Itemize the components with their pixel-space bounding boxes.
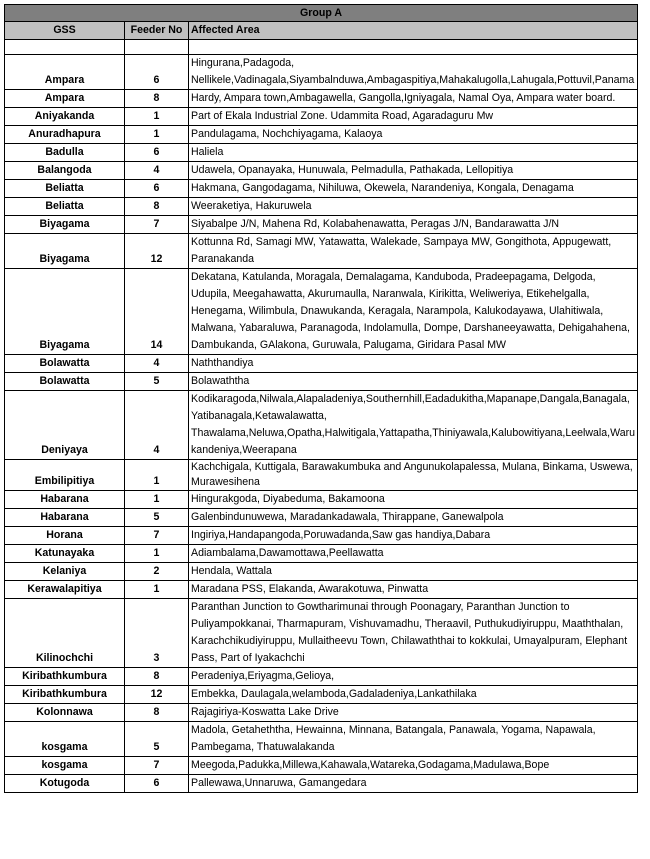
blank-cell bbox=[189, 40, 638, 55]
gss-cell: Deniyaya bbox=[5, 391, 125, 460]
table-row bbox=[5, 686, 638, 704]
affected-area-cell: Paranthan Junction to Gowtharimunai through Poonagary, Paranthan Junction to Puliyampokkanai, Tharmapuram, Vishuvamadhu, Theraavil, Puthukudiyiruppu, Maaththalan, Karachchikudiyiruppu, Mullaitheevu Town, Chilawaththai to kokkulai, Umayalpuram, Elephant Pass, Part of Iyakachchi bbox=[189, 599, 638, 668]
affected-area-cell: Galenbindunuwewa, Maradankadawala, Thirappane, Ganewalpola bbox=[189, 509, 638, 527]
affected-area-cell: Pallewawa,Unnaruwa, Gamangedara bbox=[189, 775, 638, 793]
feeder-cell: 6 bbox=[125, 144, 189, 162]
feeder-cell: 8 bbox=[125, 704, 189, 722]
table-row bbox=[5, 581, 638, 599]
gss-cell: Ampara bbox=[5, 90, 125, 108]
gss-cell: Kolonnawa bbox=[5, 704, 125, 722]
table-row bbox=[5, 198, 638, 216]
affected-area-cell: Hakmana, Gangodagama, Nihiluwa, Okewela, Narandeniya, Kongala, Denagama bbox=[189, 180, 638, 198]
table-row bbox=[5, 722, 638, 757]
feeder-cell: 1 bbox=[125, 491, 189, 509]
title-row bbox=[5, 5, 638, 22]
affected-area-cell: Hingurana,Padagoda, Nellikele,Vadinagala,Siyambalnduwa,Ambagaspitiya,Mahakalugolla,Lahugala,Pottuvil,Panama bbox=[189, 55, 638, 90]
table-row bbox=[5, 527, 638, 545]
gss-cell: kosgama bbox=[5, 722, 125, 757]
feeder-cell: 5 bbox=[125, 509, 189, 527]
table-row bbox=[5, 545, 638, 563]
feeder-cell: 14 bbox=[125, 269, 189, 355]
affected-area-cell: Maradana PSS, Elakanda, Awarakotuwa, Pinwatta bbox=[189, 581, 638, 599]
feeder-cell: 5 bbox=[125, 722, 189, 757]
affected-area-cell: Weeraketiya, Hakuruwela bbox=[189, 198, 638, 216]
table-row bbox=[5, 144, 638, 162]
gss-cell: Bolawatta bbox=[5, 355, 125, 373]
gss-cell: Biyagama bbox=[5, 216, 125, 234]
table-row bbox=[5, 491, 638, 509]
gss-cell: Anuradhapura bbox=[5, 126, 125, 144]
feeder-cell: 1 bbox=[125, 126, 189, 144]
gss-cell: Habarana bbox=[5, 491, 125, 509]
affected-area-cell: Hardy, Ampara town,Ambagawella, Gangolla,Igniyagala, Namal Oya, Ampara water board. bbox=[189, 90, 638, 108]
gss-cell: Bolawatta bbox=[5, 373, 125, 391]
feeder-cell: 8 bbox=[125, 198, 189, 216]
table-row bbox=[5, 668, 638, 686]
affected-area-cell: Adiambalama,Dawamottawa,Peellawatta bbox=[189, 545, 638, 563]
feeder-cell: 6 bbox=[125, 775, 189, 793]
affected-area-cell: Kottunna Rd, Samagi MW, Yatawatta, Walekade, Sampaya MW, Gongithota, Appugewatt, Paranakanda bbox=[189, 234, 638, 269]
gss-cell: Beliatta bbox=[5, 180, 125, 198]
feeder-cell: 4 bbox=[125, 162, 189, 180]
affected-area-cell: Udawela, Opanayaka, Hunuwala, Pelmadulla, Pathakada, Lellopitiya bbox=[189, 162, 638, 180]
gss-cell: Kiribathkumbura bbox=[5, 686, 125, 704]
table-row bbox=[5, 775, 638, 793]
affected-area-cell: Peradeniya,Eriyagma,Gelioya, bbox=[189, 668, 638, 686]
gss-cell: Aniyakanda bbox=[5, 108, 125, 126]
blank-row bbox=[5, 40, 638, 55]
header-feeder: Feeder No bbox=[125, 22, 189, 40]
table-row bbox=[5, 599, 638, 668]
affected-area-cell: Haliela bbox=[189, 144, 638, 162]
table-row bbox=[5, 216, 638, 234]
feeder-cell: 7 bbox=[125, 527, 189, 545]
feeder-cell: 4 bbox=[125, 391, 189, 460]
blank-cell bbox=[5, 40, 125, 55]
feeder-cell: 2 bbox=[125, 563, 189, 581]
table-row bbox=[5, 704, 638, 722]
affected-area-cell: Dekatana, Katulanda, Moragala, Demalagama, Kanduboda, Pradeepagama, Delgoda, Udupila, Meegahawatta, Akurumaulla, Naranwala, Kirikitta, Weliweriya, Etikehelgalla, Henegama, Wilimbula, Dnawukanda, Keragala, Narampola, Kalukodayawa, Ulahitiwala, Malwana, Yabaraluwa, Paranagoda, Indolamulla, Dompe, Darshaneeyawatta, Dehigahahena, Dambukanda, GAlakona, Guruwala, Palugama, Giridara Pasal MW bbox=[189, 269, 638, 355]
table-row bbox=[5, 108, 638, 126]
feeder-cell: 8 bbox=[125, 668, 189, 686]
affected-area-cell: Rajagiriya-Koswatta Lake Drive bbox=[189, 704, 638, 722]
group-title: Group A bbox=[5, 5, 638, 22]
table-row bbox=[5, 391, 638, 460]
table-row bbox=[5, 162, 638, 180]
table-row bbox=[5, 126, 638, 144]
blank-cell bbox=[125, 40, 189, 55]
table-row bbox=[5, 355, 638, 373]
header-gss: GSS bbox=[5, 22, 125, 40]
feeder-cell: 1 bbox=[125, 460, 189, 491]
gss-cell: Kelaniya bbox=[5, 563, 125, 581]
gss-cell: Kerawalapitiya bbox=[5, 581, 125, 599]
header-area: Affected Area bbox=[189, 22, 638, 40]
affected-area-cell: Kachchigala, Kuttigala, Barawakumbuka and Angunukolapalessa, Mulana, Binkama, Uswewa, Murawesihena bbox=[189, 460, 638, 491]
affected-area-cell: Kodikaragoda,Nilwala,Alapaladeniya,Southernhill,Eadadukitha,Mapanape,Dangala,Banagala, Yatibanagala,Ketawalawatta, Thawalama,Neluwa,Opatha,Halwitigala,Yattapatha,Thiniyawala,Kalubowitiyana,Leelwala,Warukandeniya,Weerapana bbox=[189, 391, 638, 460]
affected-area-cell: Part of Ekala Industrial Zone. Udammita Road, Agaradaguru Mw bbox=[189, 108, 638, 126]
feeder-cell: 7 bbox=[125, 216, 189, 234]
table-row bbox=[5, 269, 638, 355]
affected-area-cell: Embekka, Daulagala,welamboda,Gadaladeniya,Lankathilaka bbox=[189, 686, 638, 704]
gss-cell: Badulla bbox=[5, 144, 125, 162]
table-row bbox=[5, 373, 638, 391]
table-row bbox=[5, 460, 638, 491]
gss-cell: Biyagama bbox=[5, 269, 125, 355]
gss-cell: Ampara bbox=[5, 55, 125, 90]
gss-cell: Beliatta bbox=[5, 198, 125, 216]
affected-area-cell: Ingiriya,Handapangoda,Poruwadanda,Saw gas handiya,Dabara bbox=[189, 527, 638, 545]
feeder-cell: 12 bbox=[125, 234, 189, 269]
feeder-table bbox=[4, 4, 638, 793]
gss-cell: Balangoda bbox=[5, 162, 125, 180]
table-row bbox=[5, 234, 638, 269]
table-row bbox=[5, 55, 638, 90]
gss-cell: Embilipitiya bbox=[5, 460, 125, 491]
feeder-cell: 8 bbox=[125, 90, 189, 108]
feeder-cell: 7 bbox=[125, 757, 189, 775]
table-row bbox=[5, 563, 638, 581]
gss-cell: Horana bbox=[5, 527, 125, 545]
table-row bbox=[5, 757, 638, 775]
feeder-cell: 1 bbox=[125, 581, 189, 599]
affected-area-cell: Naththandiya bbox=[189, 355, 638, 373]
feeder-cell: 12 bbox=[125, 686, 189, 704]
affected-area-cell: Siyabalpe J/N, Mahena Rd, Kolabahenawatta, Peragas J/N, Bandarawatta J/N bbox=[189, 216, 638, 234]
gss-cell: Habarana bbox=[5, 509, 125, 527]
feeder-cell: 6 bbox=[125, 55, 189, 90]
feeder-cell: 5 bbox=[125, 373, 189, 391]
feeder-cell: 4 bbox=[125, 355, 189, 373]
gss-cell: Biyagama bbox=[5, 234, 125, 269]
table-row bbox=[5, 509, 638, 527]
feeder-cell: 6 bbox=[125, 180, 189, 198]
affected-area-cell: Hendala, Wattala bbox=[189, 563, 638, 581]
gss-cell: kosgama bbox=[5, 757, 125, 775]
affected-area-cell: Meegoda,Padukka,Millewa,Kahawala,Watareka,Godagama,Madulawa,Bope bbox=[189, 757, 638, 775]
header-row bbox=[5, 22, 638, 40]
gss-cell: Katunayaka bbox=[5, 545, 125, 563]
feeder-cell: 3 bbox=[125, 599, 189, 668]
affected-area-cell: Bolawaththa bbox=[189, 373, 638, 391]
table-row bbox=[5, 90, 638, 108]
feeder-cell: 1 bbox=[125, 545, 189, 563]
table-row bbox=[5, 180, 638, 198]
gss-cell: Kilinochchi bbox=[5, 599, 125, 668]
gss-cell: Kiribathkumbura bbox=[5, 668, 125, 686]
affected-area-cell: Hingurakgoda, Diyabeduma, Bakamoona bbox=[189, 491, 638, 509]
affected-area-cell: Pandulagama, Nochchiyagama, Kalaoya bbox=[189, 126, 638, 144]
feeder-cell: 1 bbox=[125, 108, 189, 126]
affected-area-cell: Madola, Getaheththa, Hewainna, Minnana, Batangala, Panawala, Yogama, Napawala, Pambegama, Thatuwalakanda bbox=[189, 722, 638, 757]
gss-cell: Kotugoda bbox=[5, 775, 125, 793]
